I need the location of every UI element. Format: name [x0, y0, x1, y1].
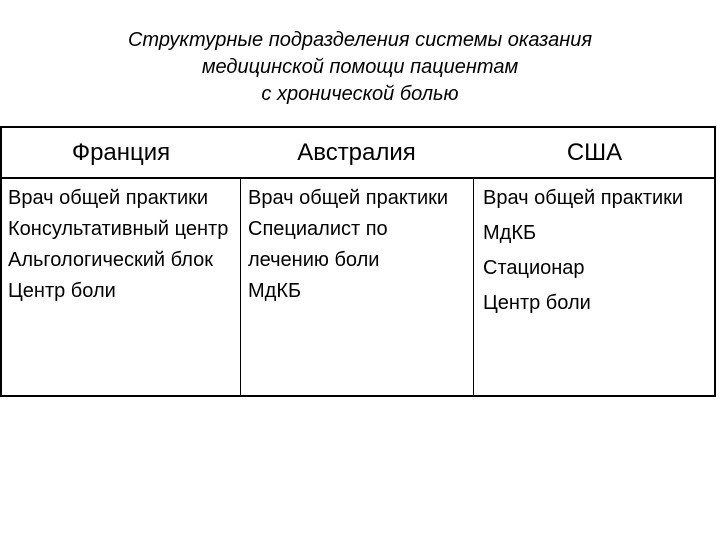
- list-item: Альгологический блок: [8, 249, 213, 271]
- list-item: Центр боли: [8, 280, 116, 302]
- list-item: Консультативный центр: [8, 218, 229, 240]
- cell-france: [8, 179, 236, 307]
- list-item: Врач общей практики: [248, 187, 449, 209]
- cell-usa: [483, 179, 713, 319]
- column-divider: [473, 177, 474, 395]
- column-divider: [240, 177, 241, 395]
- header-usa: США: [566, 138, 623, 166]
- list-item: Специалист по лечению боли: [248, 218, 388, 271]
- list-item: Стационар: [483, 257, 585, 279]
- header-australia: Австралия: [297, 138, 416, 166]
- list-item: Врач общей практики: [483, 187, 684, 209]
- cell-australia: [248, 179, 470, 307]
- comparison-table: [0, 126, 716, 397]
- slide-title-line-2: медицинской помощи пациентам: [201, 56, 519, 78]
- list-item: МдКБ: [483, 222, 537, 244]
- slide-title-line-3: с хронической болью: [261, 83, 459, 105]
- list-item: Центр боли: [483, 292, 591, 314]
- list-item: МдКБ: [248, 280, 302, 302]
- slide-title: [0, 27, 720, 108]
- header-france: Франция: [71, 138, 171, 166]
- slide-title-line-1: Структурные подразделения системы оказания: [127, 29, 593, 51]
- list-item: Врач общей практики: [8, 187, 209, 209]
